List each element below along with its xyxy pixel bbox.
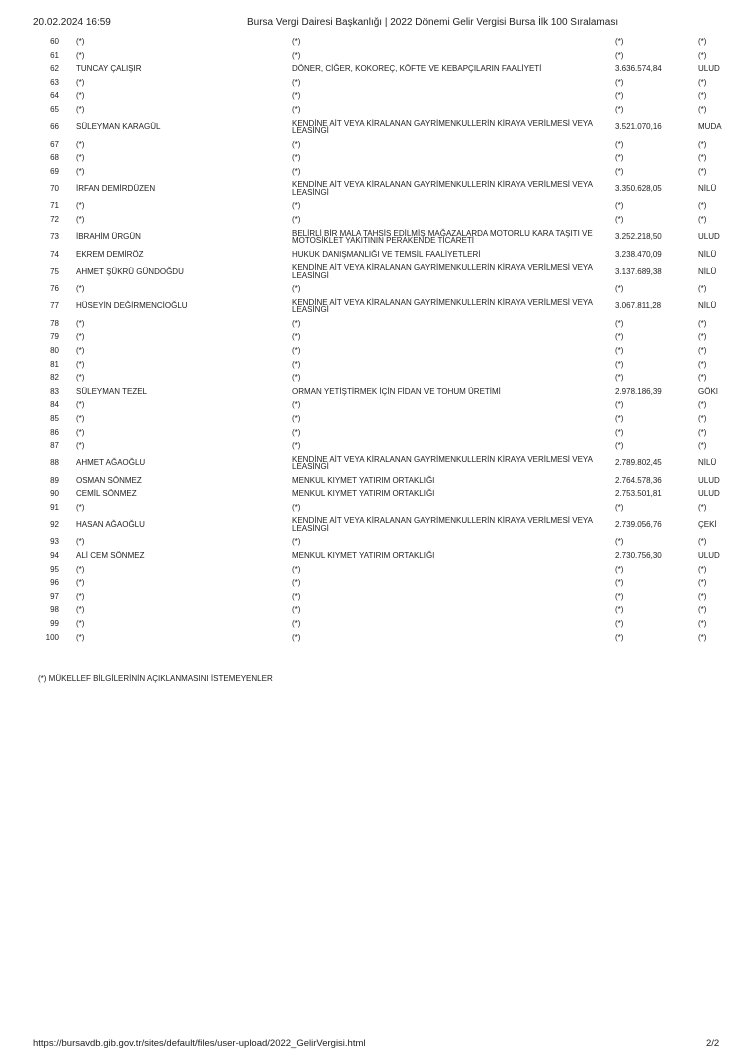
table-row: [0, 439, 750, 453]
activity-cell: (*): [292, 502, 301, 512]
income-cell: (*): [615, 400, 624, 410]
income-cell: 2.764.578,36: [615, 475, 662, 485]
table-row: [0, 371, 750, 385]
income-cell: (*): [615, 564, 624, 574]
income-cell: (*): [615, 605, 624, 615]
footer-url: https://bursavdb.gib.gov.tr/sites/default/files/user-upload/2022_GelirVergisi.html: [33, 1038, 366, 1049]
activity-cell: (*): [292, 153, 301, 163]
activity-cell: KENDİNE AİT VEYA KİRALANAN GAYRİMENKULLERİN KİRAYA VERİLMESİ VEYA LEASİNGİ: [292, 118, 593, 136]
taxpayer-name-cell: (*): [76, 400, 85, 410]
activity-cell: (*): [292, 373, 301, 383]
taxpayer-name-cell: (*): [76, 166, 85, 176]
rank-cell: 67: [50, 139, 59, 149]
rank-cell: 99: [50, 619, 59, 629]
taxpayer-name-cell: (*): [76, 427, 85, 437]
district-cell: NİLÜ: [698, 249, 717, 259]
income-cell: 2.739.056,76: [615, 520, 662, 530]
activity-cell: (*): [292, 345, 301, 355]
taxpayer-name-cell: (*): [76, 413, 85, 423]
district-cell: (*): [698, 332, 707, 342]
rank-cell: 82: [50, 373, 59, 383]
rank-cell: 100: [45, 632, 59, 642]
rank-cell: 83: [50, 386, 59, 396]
district-cell: (*): [698, 284, 707, 294]
rank-cell: 73: [50, 232, 59, 242]
district-cell: (*): [698, 400, 707, 410]
rank-cell: 85: [50, 413, 59, 423]
rank-cell: 81: [50, 359, 59, 369]
district-cell: (*): [698, 564, 707, 574]
table-row: [0, 385, 750, 399]
taxpayer-name-cell: (*): [76, 37, 85, 47]
income-cell: 2.978.186,39: [615, 386, 662, 396]
rank-cell: 78: [50, 318, 59, 328]
rank-cell: 84: [50, 400, 59, 410]
activity-cell: (*): [292, 105, 301, 115]
table-row: [0, 165, 750, 179]
taxpayer-name-cell: (*): [76, 284, 85, 294]
income-cell: (*): [615, 105, 624, 115]
district-cell: ÇEKİ: [698, 520, 717, 530]
table-row: [0, 344, 750, 358]
activity-cell: (*): [292, 413, 301, 423]
district-cell: ULUD: [698, 551, 720, 561]
table-row: [0, 296, 750, 317]
table-row: [0, 617, 750, 631]
table-row: [0, 248, 750, 262]
rank-cell: 68: [50, 153, 59, 163]
table-row: [0, 261, 750, 282]
rank-cell: 87: [50, 441, 59, 451]
income-cell: (*): [615, 413, 624, 423]
income-cell: (*): [615, 50, 624, 60]
activity-cell: (*): [292, 91, 301, 101]
taxpayer-name-cell: İBRAHİM ÜRGÜN: [76, 232, 141, 242]
district-cell: ULUD: [698, 489, 720, 499]
activity-cell: KENDİNE AİT VEYA KİRALANAN GAYRİMENKULLERİN KİRAYA VERİLMESİ VEYA LEASİNGİ: [292, 297, 593, 315]
district-cell: (*): [698, 441, 707, 451]
district-cell: (*): [698, 201, 707, 211]
activity-cell: (*): [292, 578, 301, 588]
income-cell: (*): [615, 37, 624, 47]
district-cell: NİLÜ: [698, 458, 717, 468]
table-row: [0, 151, 750, 165]
rank-cell: 77: [50, 301, 59, 311]
income-cell: (*): [615, 537, 624, 547]
taxpayer-name-cell: (*): [76, 332, 85, 342]
income-cell: 2.753.501,81: [615, 489, 662, 499]
activity-cell: (*): [292, 77, 301, 87]
page-title: Bursa Vergi Dairesi Başkanlığı | 2022 Dönemi Gelir Vergisi Bursa İlk 100 Sıralaması: [247, 17, 619, 28]
district-cell: GÖKI: [698, 386, 719, 396]
activity-cell: BELİRLİ BİR MALA TAHSİS EDİLMİŞ MAĞAZALARDA MOTORLU KARA TAŞITI VE MOTOSİKLET YAKITININ PERAKENDE TİCARETİ: [292, 228, 593, 246]
income-cell: (*): [615, 284, 624, 294]
taxpayer-name-cell: (*): [76, 632, 85, 642]
income-cell: (*): [615, 619, 624, 629]
income-cell: 2.730.756,30: [615, 551, 662, 561]
district-cell: (*): [698, 373, 707, 383]
rank-cell: 61: [50, 50, 59, 60]
activity-cell: KENDİNE AİT VEYA KİRALANAN GAYRİMENKULLERİN KİRAYA VERİLMESİ VEYA LEASİNGİ: [292, 263, 593, 280]
rank-cell: 98: [50, 605, 59, 615]
taxpayer-name-cell: (*): [76, 50, 85, 60]
taxpayer-name-cell: (*): [76, 318, 85, 328]
district-cell: (*): [698, 619, 707, 629]
district-cell: NİLÜ: [698, 184, 717, 194]
table-row: [0, 576, 750, 590]
activity-cell: (*): [292, 591, 301, 601]
district-cell: (*): [698, 139, 707, 149]
table-row: [0, 358, 750, 372]
income-cell: (*): [615, 591, 624, 601]
rank-cell: 80: [50, 345, 59, 355]
district-cell: (*): [698, 37, 707, 47]
district-cell: NİLÜ: [698, 301, 717, 311]
income-cell: 3.521.070,16: [615, 122, 662, 132]
activity-cell: (*): [292, 359, 301, 369]
taxpayer-name-cell: (*): [76, 105, 85, 115]
rank-cell: 65: [50, 105, 59, 115]
rank-cell: 74: [50, 249, 59, 259]
income-cell: (*): [615, 359, 624, 369]
activity-cell: HUKUK DANIŞMANLIĞI VE TEMSİL FAALİYETLERİ: [292, 249, 481, 259]
activity-cell: KENDİNE AİT VEYA KİRALANAN GAYRİMENKULLERİN KİRAYA VERİLMESİ VEYA LEASİNGİ: [292, 180, 593, 197]
activity-cell: MENKUL KIYMET YATIRIM ORTAKLIĞI: [292, 551, 435, 561]
taxpayer-name-cell: (*): [76, 359, 85, 369]
activity-cell: (*): [292, 318, 301, 328]
district-cell: (*): [698, 537, 707, 547]
income-cell: (*): [615, 332, 624, 342]
activity-cell: (*): [292, 564, 301, 574]
rank-cell: 60: [50, 37, 59, 47]
taxpayer-name-cell: (*): [76, 91, 85, 101]
table-row: [0, 514, 750, 535]
activity-cell: MENKUL KIYMET YATIRIM ORTAKLIĞI: [292, 475, 435, 485]
income-cell: 3.636.574,84: [615, 64, 662, 74]
rank-cell: 69: [50, 166, 59, 176]
income-cell: (*): [615, 632, 624, 642]
income-cell: 2.789.802,45: [615, 458, 662, 468]
activity-cell: (*): [292, 201, 301, 211]
table-row: [0, 213, 750, 227]
table-row: [0, 549, 750, 563]
taxpayer-name-cell: (*): [76, 373, 85, 383]
rank-cell: 92: [50, 520, 59, 530]
table-row: [0, 138, 750, 152]
taxpayer-name-cell: (*): [76, 605, 85, 615]
rank-cell: 89: [50, 475, 59, 485]
taxpayer-name-cell: HASAN AĞAOĞLU: [76, 520, 145, 530]
taxpayer-name-cell: HÜSEYİN DEĞİRMENCİOĞLU: [76, 301, 188, 311]
activity-cell: (*): [292, 619, 301, 629]
taxpayer-name-cell: (*): [76, 502, 85, 512]
rank-cell: 90: [50, 489, 59, 499]
footnote: (*) MÜKELLEF BİLGİLERİNİN AÇIKLANMASINI İSTEMEYENLER: [38, 674, 273, 683]
rank-cell: 97: [50, 591, 59, 601]
rank-cell: 95: [50, 564, 59, 574]
table-row: [0, 425, 750, 439]
activity-cell: (*): [292, 632, 301, 642]
taxpayer-name-cell: (*): [76, 77, 85, 87]
district-cell: ULUD: [698, 64, 720, 74]
activity-cell: (*): [292, 50, 301, 60]
income-cell: (*): [615, 578, 624, 588]
district-cell: (*): [698, 214, 707, 224]
page-number: 2/2: [706, 1038, 720, 1049]
table-row: [0, 282, 750, 296]
activity-cell: KENDİNE AİT VEYA KİRALANAN GAYRİMENKULLERİN KİRAYA VERİLMESİ VEYA LEASİNGİ: [292, 516, 593, 533]
income-cell: 3.067.811,28: [615, 301, 662, 311]
rank-cell: 88: [50, 458, 59, 468]
table-row: [0, 49, 750, 63]
rank-cell: 71: [50, 201, 59, 211]
district-cell: (*): [698, 632, 707, 642]
income-cell: (*): [615, 502, 624, 512]
taxpayer-name-cell: (*): [76, 201, 85, 211]
rank-cell: 76: [50, 284, 59, 294]
taxpayer-name-cell: (*): [76, 619, 85, 629]
activity-cell: (*): [292, 214, 301, 224]
activity-cell: (*): [292, 605, 301, 615]
taxpayer-name-cell: (*): [76, 214, 85, 224]
taxpayer-name-cell: (*): [76, 441, 85, 451]
district-cell: (*): [698, 166, 707, 176]
ranking-table: [0, 35, 750, 644]
district-cell: (*): [698, 605, 707, 615]
rank-cell: 86: [50, 427, 59, 437]
income-cell: 3.350.628,05: [615, 184, 662, 194]
table-row: [0, 35, 750, 49]
taxpayer-name-cell: (*): [76, 578, 85, 588]
table-row: [0, 501, 750, 515]
table-row: [0, 62, 750, 76]
activity-cell: DÖNER, CİĞER, KOKOREÇ, KÖFTE VE KEBAPÇILARIN FAALİYETİ: [292, 64, 542, 74]
district-cell: NİLÜ: [698, 266, 717, 276]
rank-cell: 63: [50, 77, 59, 87]
taxpayer-name-cell: AHMET AĞAOĞLU: [76, 458, 146, 468]
district-cell: (*): [698, 413, 707, 423]
district-cell: (*): [698, 318, 707, 328]
income-cell: (*): [615, 318, 624, 328]
activity-cell: KENDİNE AİT VEYA KİRALANAN GAYRİMENKULLERİN KİRAYA VERİLMESİ VEYA LEASİNGİ: [292, 454, 593, 472]
rank-cell: 94: [50, 551, 59, 561]
taxpayer-name-cell: TUNCAY ÇALIŞIR: [76, 64, 142, 74]
income-cell: (*): [615, 166, 624, 176]
taxpayer-name-cell: (*): [76, 537, 85, 547]
district-cell: (*): [698, 591, 707, 601]
table-row: [0, 487, 750, 501]
taxpayer-name-cell: (*): [76, 591, 85, 601]
income-cell: (*): [615, 373, 624, 383]
table-row: [0, 631, 750, 645]
activity-cell: ORMAN YETİŞTİRMEK İÇİN FİDAN VE TOHUM ÜRETİMİ: [292, 386, 501, 396]
income-cell: 3.137.689,38: [615, 266, 662, 276]
district-cell: (*): [698, 345, 707, 355]
activity-cell: (*): [292, 139, 301, 149]
activity-cell: (*): [292, 332, 301, 342]
activity-cell: (*): [292, 400, 301, 410]
rank-cell: 66: [50, 122, 59, 132]
taxpayer-name-cell: ALİ CEM SÖNMEZ: [76, 551, 145, 561]
taxpayer-name-cell: AHMET ŞÜKRÜ GÜNDOĞDU: [76, 266, 184, 276]
activity-cell: MENKUL KIYMET YATIRIM ORTAKLIĞI: [292, 489, 435, 499]
rank-cell: 79: [50, 332, 59, 342]
taxpayer-name-cell: (*): [76, 345, 85, 355]
rank-cell: 91: [50, 502, 59, 512]
table-row: [0, 199, 750, 213]
rank-cell: 70: [50, 184, 59, 194]
district-cell: (*): [698, 502, 707, 512]
income-cell: (*): [615, 139, 624, 149]
activity-cell: (*): [292, 284, 301, 294]
rank-cell: 64: [50, 91, 59, 101]
table-row: [0, 227, 750, 248]
district-cell: ULUD: [698, 475, 720, 485]
header-datetime: 20.02.2024 16:59: [33, 17, 111, 28]
income-cell: (*): [615, 427, 624, 437]
activity-cell: (*): [292, 441, 301, 451]
taxpayer-name-cell: OSMAN SÖNMEZ: [76, 475, 142, 485]
table-row: [0, 89, 750, 103]
table-row: [0, 330, 750, 344]
table-row: [0, 535, 750, 549]
income-cell: (*): [615, 77, 624, 87]
activity-cell: (*): [292, 537, 301, 547]
taxpayer-name-cell: SÜLEYMAN KARAGÜL: [76, 122, 161, 132]
table-row: [0, 603, 750, 617]
table-row: [0, 178, 750, 199]
rank-cell: 72: [50, 214, 59, 224]
district-cell: (*): [698, 153, 707, 163]
district-cell: MUDA: [698, 122, 722, 132]
table-row: [0, 398, 750, 412]
rank-cell: 93: [50, 537, 59, 547]
table-row: [0, 317, 750, 331]
table-row: [0, 103, 750, 117]
district-cell: (*): [698, 578, 707, 588]
taxpayer-name-cell: İRFAN DEMİRDÜZEN: [76, 184, 156, 194]
district-cell: (*): [698, 105, 707, 115]
table-row: [0, 563, 750, 577]
rank-cell: 75: [50, 266, 59, 276]
income-cell: (*): [615, 345, 624, 355]
district-cell: (*): [698, 427, 707, 437]
taxpayer-name-cell: EKREM DEMİRÖZ: [76, 249, 144, 259]
income-cell: (*): [615, 441, 624, 451]
table-row: [0, 590, 750, 604]
rank-cell: 96: [50, 578, 59, 588]
income-cell: (*): [615, 91, 624, 101]
income-cell: (*): [615, 201, 624, 211]
taxpayer-name-cell: CEMİL SÖNMEZ: [76, 489, 137, 499]
income-cell: 3.238.470,09: [615, 249, 662, 259]
activity-cell: (*): [292, 166, 301, 176]
income-cell: (*): [615, 214, 624, 224]
table-row: [0, 453, 750, 474]
district-cell: ULUD: [698, 232, 720, 242]
table-row: [0, 412, 750, 426]
taxpayer-name-cell: (*): [76, 564, 85, 574]
taxpayer-name-cell: SÜLEYMAN TEZEL: [76, 386, 147, 396]
activity-cell: (*): [292, 37, 301, 47]
table-row: [0, 474, 750, 488]
district-cell: (*): [698, 50, 707, 60]
district-cell: (*): [698, 91, 707, 101]
district-cell: (*): [698, 359, 707, 369]
table-row: [0, 117, 750, 138]
income-cell: 3.252.218,50: [615, 232, 662, 242]
taxpayer-name-cell: (*): [76, 153, 85, 163]
table-row: [0, 76, 750, 90]
income-cell: (*): [615, 153, 624, 163]
rank-cell: 62: [50, 64, 59, 74]
activity-cell: (*): [292, 427, 301, 437]
taxpayer-name-cell: (*): [76, 139, 85, 149]
district-cell: (*): [698, 77, 707, 87]
